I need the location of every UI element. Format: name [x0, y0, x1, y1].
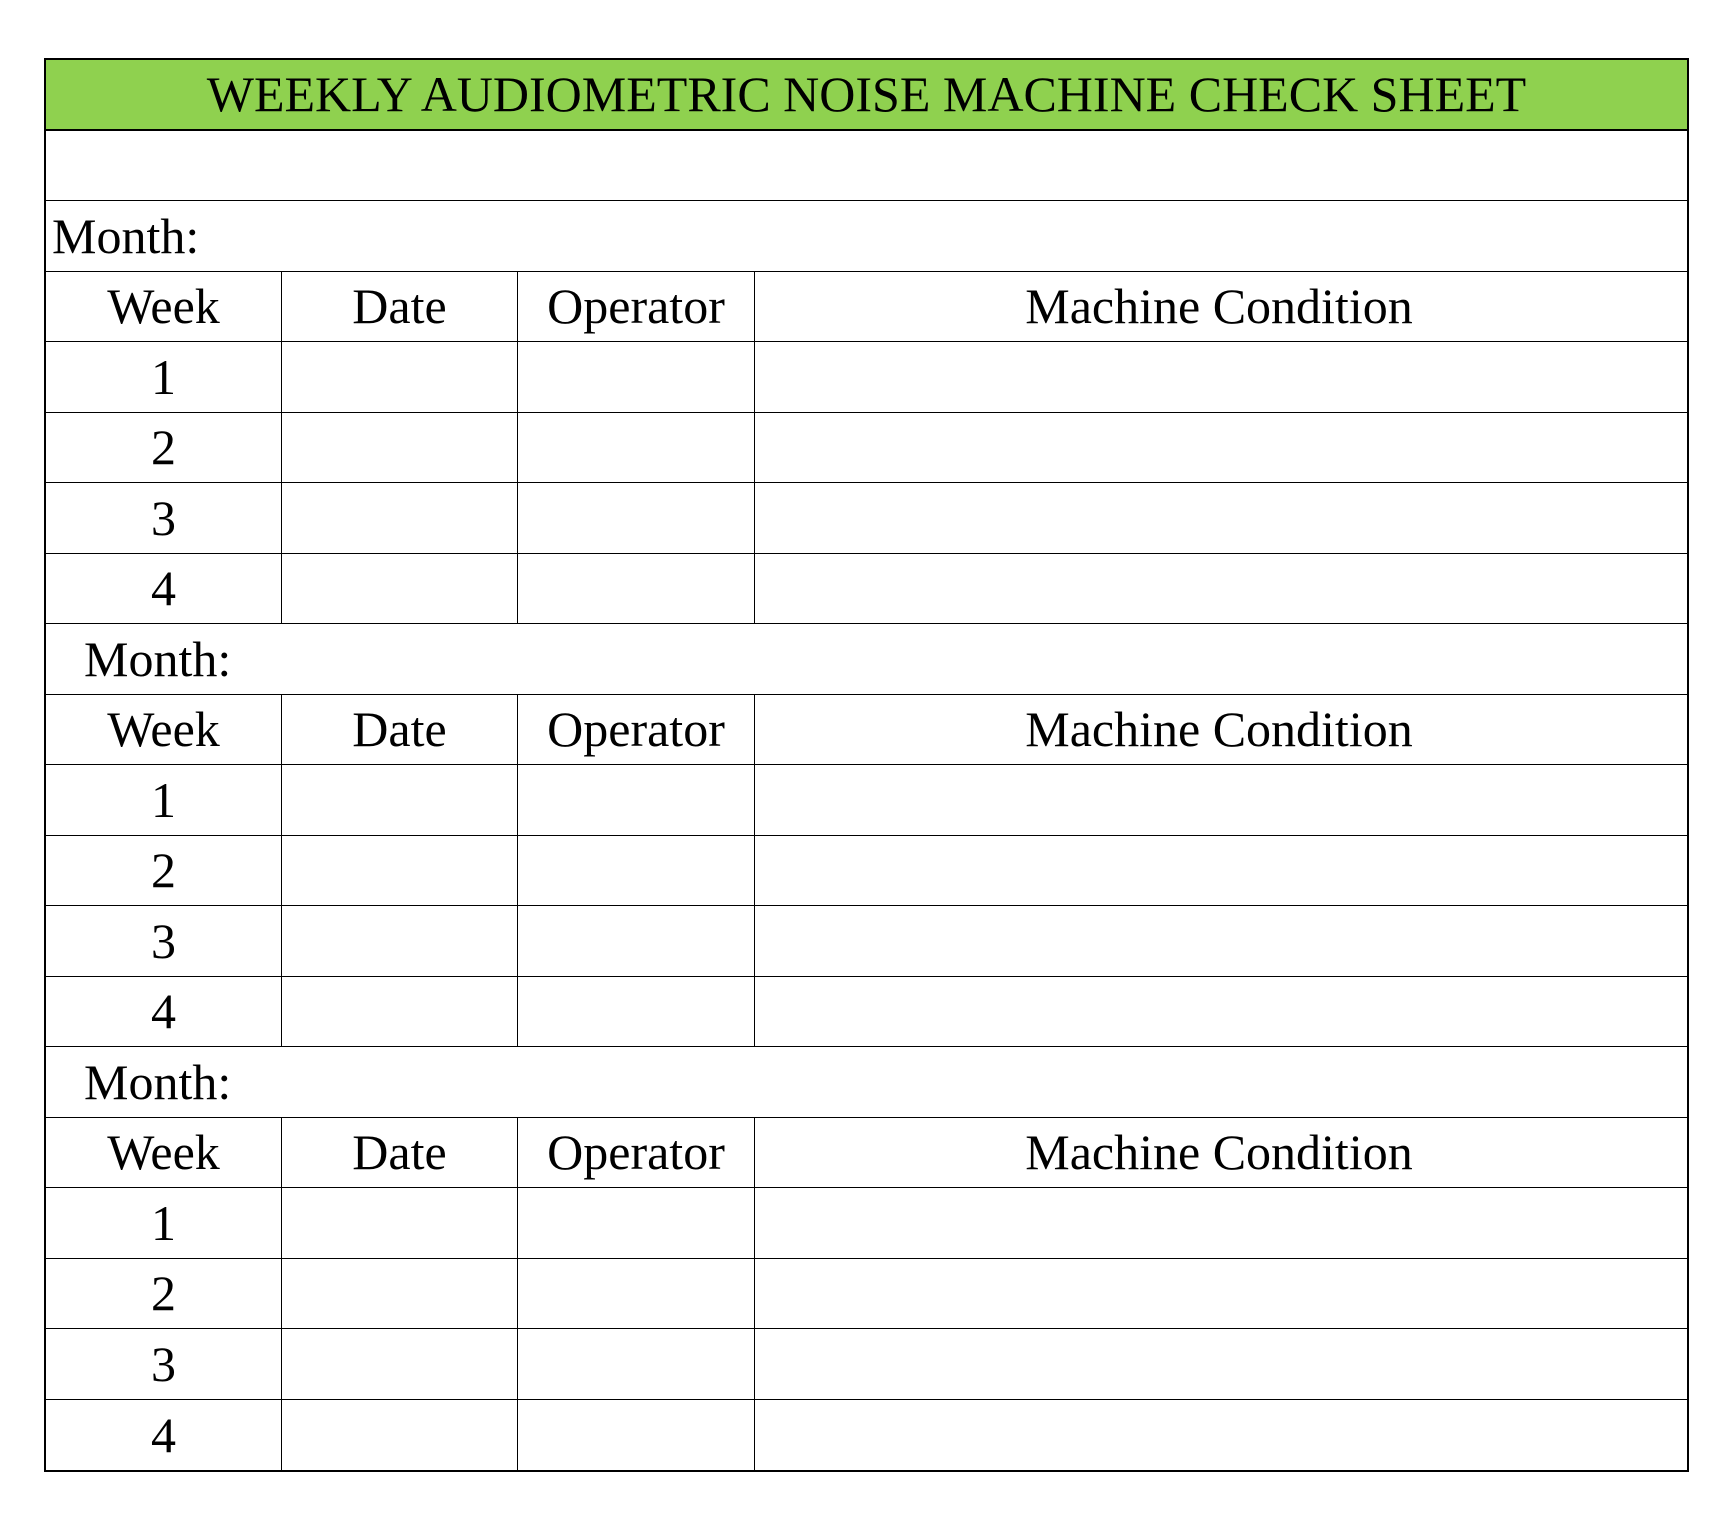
condition-cell[interactable]: [755, 554, 1687, 624]
date-header: Date: [282, 1118, 518, 1188]
operator-cell[interactable]: [518, 342, 755, 412]
date-cell[interactable]: [282, 413, 518, 483]
date-header: Date: [282, 695, 518, 765]
condition-cell[interactable]: [755, 1188, 1687, 1258]
condition-cell[interactable]: [755, 906, 1687, 976]
sheet-title: [46, 60, 1687, 131]
date-cell[interactable]: [282, 836, 518, 906]
operator-cell[interactable]: [518, 483, 755, 553]
week-number: 3: [46, 483, 282, 553]
date-cell[interactable]: [282, 1400, 518, 1471]
week-number: 1: [46, 1188, 282, 1258]
operator-cell[interactable]: [518, 765, 755, 835]
condition-cell[interactable]: [755, 1329, 1687, 1399]
date-cell[interactable]: [282, 1188, 518, 1258]
condition-cell[interactable]: [755, 1400, 1687, 1471]
condition-header: [755, 695, 1687, 765]
date-cell[interactable]: [282, 977, 518, 1047]
table-row: [46, 1259, 1687, 1330]
table-row: [46, 765, 1687, 836]
date-cell[interactable]: [282, 1329, 518, 1399]
table-row: [46, 483, 1687, 554]
condition-header-text: Machine Condition: [1025, 1124, 1413, 1181]
date-cell[interactable]: [282, 1259, 518, 1329]
table-row: [46, 836, 1687, 907]
condition-cell[interactable]: [755, 1259, 1687, 1329]
condition-header-text: Machine Condition: [1025, 278, 1413, 335]
table-row: [46, 977, 1687, 1048]
operator-cell[interactable]: [518, 554, 755, 624]
condition-header-text: Machine Condition: [1025, 701, 1413, 758]
month-label: Month:: [84, 1053, 232, 1110]
week-number: 1: [46, 765, 282, 835]
header-row-2: [46, 695, 1687, 766]
operator-cell[interactable]: [518, 1400, 755, 1471]
date-header: Date: [282, 272, 518, 342]
date-cell[interactable]: [282, 765, 518, 835]
condition-cell[interactable]: [755, 765, 1687, 835]
week-number: 4: [46, 1400, 282, 1471]
operator-cell[interactable]: [518, 1259, 755, 1329]
operator-cell[interactable]: [518, 836, 755, 906]
operator-cell[interactable]: [518, 1329, 755, 1399]
condition-header: [755, 272, 1687, 342]
table-row: [46, 342, 1687, 413]
operator-cell[interactable]: [518, 906, 755, 976]
week-header: Week: [46, 272, 282, 342]
operator-header: Operator: [518, 695, 755, 765]
week-number: 1: [46, 342, 282, 412]
month-row-1[interactable]: [46, 201, 1687, 272]
date-cell[interactable]: [282, 906, 518, 976]
week-number: 2: [46, 836, 282, 906]
week-header: Week: [46, 1118, 282, 1188]
operator-cell[interactable]: [518, 1188, 755, 1258]
condition-cell[interactable]: [755, 836, 1687, 906]
condition-header: [755, 1118, 1687, 1188]
date-cell[interactable]: [282, 342, 518, 412]
condition-cell[interactable]: [755, 483, 1687, 553]
table-row: [46, 413, 1687, 484]
week-number: 2: [46, 413, 282, 483]
operator-cell[interactable]: [518, 977, 755, 1047]
table-row: [46, 906, 1687, 977]
condition-cell[interactable]: [755, 977, 1687, 1047]
table-row: [46, 1400, 1687, 1471]
month-label: Month:: [84, 630, 232, 687]
week-number: 4: [46, 977, 282, 1047]
date-cell[interactable]: [282, 483, 518, 553]
week-number: 3: [46, 1329, 282, 1399]
table-row: [46, 1329, 1687, 1400]
week-number: 3: [46, 906, 282, 976]
operator-cell[interactable]: [518, 413, 755, 483]
check-sheet-table: [44, 58, 1689, 1472]
condition-cell[interactable]: [755, 342, 1687, 412]
date-cell[interactable]: [282, 554, 518, 624]
week-number: 2: [46, 1259, 282, 1329]
week-number: 4: [46, 554, 282, 624]
blank-row[interactable]: [46, 131, 1687, 202]
month-row-3[interactable]: [46, 1047, 1687, 1118]
month-row-2[interactable]: [46, 624, 1687, 695]
week-header: Week: [46, 695, 282, 765]
table-row: [46, 554, 1687, 625]
header-row-3: [46, 1118, 1687, 1189]
header-row-1: [46, 272, 1687, 343]
operator-header: Operator: [518, 1118, 755, 1188]
sheet-title-text: WEEKLY AUDIOMETRIC NOISE MACHINE CHECK SHEET: [206, 66, 1527, 123]
month-label: Month:: [52, 207, 200, 264]
operator-header: Operator: [518, 272, 755, 342]
table-row: [46, 1188, 1687, 1259]
condition-cell[interactable]: [755, 413, 1687, 483]
